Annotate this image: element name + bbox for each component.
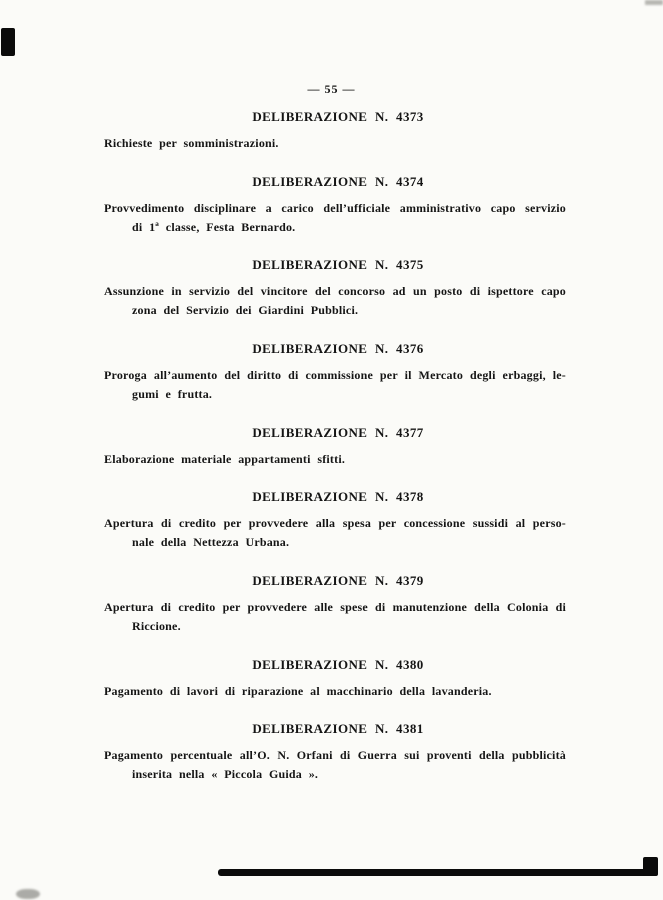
scan-artifact-bottom-left xyxy=(16,889,40,899)
deliberation-entry xyxy=(104,424,566,469)
deliberation-entry xyxy=(104,256,566,320)
deliberation-entry xyxy=(104,572,566,636)
deliberation-text-line: Riccione. xyxy=(132,618,181,633)
deliberation-text-line: Apertura di credito per provvedere alla spesa per concessione sussidi al perso- xyxy=(104,516,566,531)
deliberation-body xyxy=(104,514,566,552)
deliberation-text-line: Richieste per somministrazioni. xyxy=(104,136,279,150)
deliberation-entry xyxy=(104,340,566,404)
deliberation-text-line: inserita nella « Piccola Guida ». xyxy=(132,767,319,782)
deliberation-body xyxy=(104,282,566,320)
deliberation-body xyxy=(104,746,566,784)
deliberation-entry xyxy=(104,488,566,552)
deliberation-body xyxy=(104,199,566,237)
deliberation-heading: DELIBERAZIONE N. 4376 xyxy=(252,340,424,356)
deliberation-text-line: zona del Servizio dei Giardini Pubblici. xyxy=(132,303,359,318)
deliberation-text-line: gumi e frutta. xyxy=(132,386,213,401)
deliberation-heading: DELIBERAZIONE N. 4373 xyxy=(252,109,424,124)
page-number: — 55 — xyxy=(307,82,356,96)
scan-artifact-bottom-bar-end xyxy=(643,857,658,876)
scan-artifact-top-left xyxy=(1,28,15,56)
deliberation-text-line: Elaborazione materiale appartamenti sfitti. xyxy=(104,451,346,466)
deliberation-text-line: Apertura di credito per provvedere alle spese di manutenzione della Colonia di xyxy=(104,599,566,614)
deliberation-heading: DELIBERAZIONE N. 4378 xyxy=(252,489,424,505)
deliberation-body xyxy=(104,366,566,404)
deliberation-body xyxy=(104,450,566,469)
deliberation-text-line: Proroga all’aumento del diritto di commissione per il Mercato degli erbaggi, le- xyxy=(104,367,566,382)
deliberation-heading: DELIBERAZIONE N. 4379 xyxy=(252,572,424,588)
deliberation-text-line: Provvedimento disciplinare a carico dell’ufficiale amministrativo capo servizio xyxy=(104,200,566,215)
deliberation-heading: DELIBERAZIONE N. 4375 xyxy=(252,257,424,273)
deliberation-entry xyxy=(104,656,566,701)
deliberation-body xyxy=(104,682,566,701)
deliberation-entry xyxy=(104,108,566,153)
deliberation-entry xyxy=(104,173,566,237)
deliberation-heading: DELIBERAZIONE N. 4374 xyxy=(252,173,424,189)
deliberation-body xyxy=(104,134,566,153)
scan-artifact-top-right xyxy=(645,0,663,5)
deliberation-list xyxy=(104,108,566,784)
deliberation-body xyxy=(104,598,566,636)
deliberation-text-line: nale della Nettezza Urbana. xyxy=(132,535,290,550)
scan-artifact-bottom-bar xyxy=(218,869,652,876)
deliberation-text-line: Pagamento percentuale all’O. N. Orfani di Guerra sui proventi della pubblicità xyxy=(104,748,566,763)
deliberation-entry xyxy=(104,720,566,784)
deliberation-text-line: Pagamento di lavori di riparazione al macchinario della lavanderia. xyxy=(104,683,492,698)
deliberation-text-line: di 1ª classe, Festa Bernardo. xyxy=(132,219,296,234)
deliberation-text-line: Assunzione in servizio del vincitore del concorso ad un posto di ispettore capo xyxy=(104,284,566,299)
deliberation-heading: DELIBERAZIONE N. 4377 xyxy=(252,424,424,440)
deliberation-heading: DELIBERAZIONE N. 4380 xyxy=(252,656,424,672)
deliberation-heading: DELIBERAZIONE N. 4381 xyxy=(252,721,424,737)
